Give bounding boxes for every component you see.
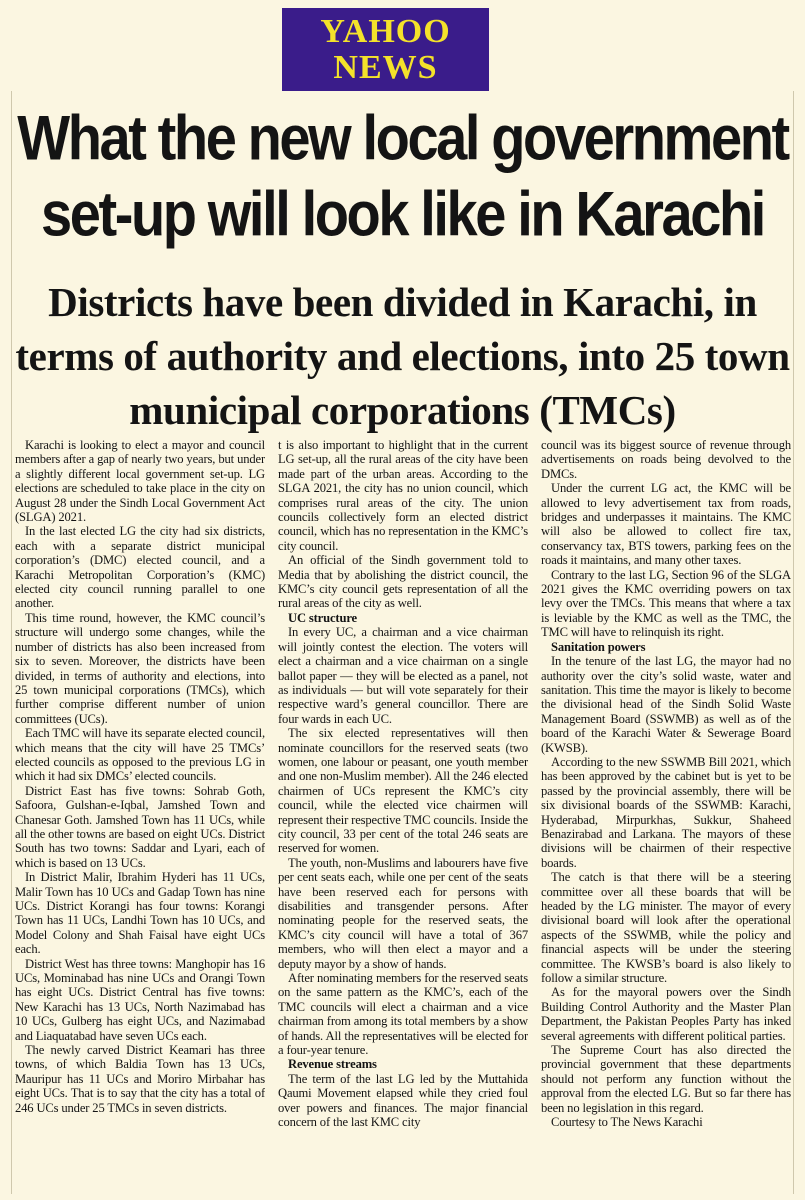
paragraph: Karachi is looking to elect a mayor and council members after a gap of nearly two years, but under a slightly different local government set-up. LG elections are scheduled to take place in the city on August 28 under the Sindh Local Government Act (SLGA) 2021.: [15, 438, 265, 525]
column-1: [15, 438, 265, 1190]
source-credit: Courtesy to The News Karachi: [551, 1115, 703, 1130]
column-3: [541, 438, 791, 1190]
paragraph: Contrary to the last LG, Section 96 of the SLGA 2021 gives the KMC overriding powers on tax levy over the TMCs. This means that where a tax is leviable by the KMC as well as the TMC, the TMC will have to relinquish its right.: [541, 567, 791, 640]
paragraph: The Supreme Court has also directed the provincial government that these departments should not perform any function without the approval from the elected LG. But so far there has been no legislation in this regard.: [541, 1043, 791, 1115]
paragraph: The newly carved District Keamari has three towns, of which Baldia Town has 13 UCs, Mauripur has 11 UCs and Moriro Mirbahar has eight UCs. That is to say that the city has a total of 246 UCs under 25 TMCs in seven districts.: [15, 1043, 265, 1115]
column-2: [278, 438, 528, 1190]
paragraph: In the last elected LG the city had six districts, each with a separate district municipal corporation’s (DMC) elected council, and a Karachi Metropolitan Corporation’s (KMC) elected city council running parallel to one another.: [15, 524, 265, 611]
paragraph: Under the current LG act, the KMC will be allowed to levy advertisement tax from roads, bridges and underpasses it maintains. The KMC will also be allowed to collect fire tax, conservancy tax, BTS towers, parking fees on the roads it maintains, and many other taxes.: [541, 481, 791, 568]
paragraph: District West has three towns: Manghopir has 16 UCs, Mominabad has nine UCs and Orangi Town has eight UCs. District Central has five towns: New Karachi has 13 UCs, North Nazimabad has 10 UCs, Gulberg has eight UCs, and Nazimabad and Liaquatabad have seven UCs each.: [15, 956, 265, 1043]
section-heading-sanitation-powers: Sanitation powers: [551, 639, 646, 654]
masthead-line2: NEWS: [333, 48, 438, 86]
paragraph: The youth, non-Muslims and labourers have five per cent seats each, while one per cent of the seats have been reserved each for persons with disabilities and transgender persons. After nominating people for the reserved seats, the KMC’s city council will have a total of 367 members, who will then elect a mayor and a deputy mayor by a show of hands.: [278, 855, 528, 971]
paragraph: The catch is that there will be a steering committee over all these boards that will be headed by the LG minister. The mayor of every divisional board will look after the operational aspects of the SSWMB, while the policy and financial aspects will be under the steering committee. The KWSB’s board is also likely to follow a similar structure.: [541, 870, 791, 986]
paragraph: As for the mayoral powers over the Sindh Building Control Authority and the Master Plan Department, the Pakistan Peoples Party has inked several agreements with different political parties.: [541, 985, 791, 1043]
paragraph: District East has five towns: Sohrab Goth, Safoora, Gulshan-e-Iqbal, Jamshed Town and Chanesar Goth. Jamshed Town has 11 UCs, while all the other towns are based on eight UCs. District South has two towns: Saddar and Lyari, each of which is based on 13 UCs.: [15, 783, 265, 870]
subheadline: Districts have been divided in Karachi, in terms of authority and elections, into 25 town municipal corporations (TMCs): [15, 279, 790, 433]
paragraph: An official of the Sindh government told to Media that by abolishing the district council, the KMC’s city council gets representation of all the rural areas of the city as well.: [278, 553, 528, 611]
paragraph: After nominating members for the reserved seats on the same pattern as the KMC’s, each of the TMC councils will elect a chairman and a vice chairman from among its total members by a show of hands. All the representatives will be elected for a four-year tenure.: [278, 971, 528, 1058]
masthead-logo: [282, 8, 489, 91]
section-heading-uc-structure: UC structure: [288, 610, 357, 625]
paragraph: t is also important to highlight that in the current LG set-up, all the rural areas of the city have been made part of the urban areas. According to the SLGA 2021, the city has no union council, which comprises rural areas of the city. The union councils collectively form an elected district council, which has no representation in the KMC’s city council.: [278, 438, 528, 553]
paragraph: Each TMC will have its separate elected council, which means that the city will have 25 TMCs’ elected councils as opposed to the previous LG in which it had six DMCs’ elected councils.: [15, 726, 265, 784]
masthead-line1: YAHOO: [320, 12, 451, 50]
article-body: [15, 438, 791, 1190]
paragraph: This time round, however, the KMC council’s structure will undergo some changes, while the number of districts has also been increased from six to seven. Moreover, the districts have been divided, in terms of authority and elections, into 25 town municipal corporations (TMCs), which further comprise different number of union committees (UCs).: [15, 610, 265, 726]
section-heading-revenue-streams: Revenue streams: [288, 1057, 377, 1072]
paragraph: In the tenure of the last LG, the mayor had no authority over the city’s solid waste, water and sanitation. This time the mayor is likely to become the divisional head of the Sindh Solid Waste Management Board (SSWMB) as well as of the board of the Karachi Water & Sewerage Board (KWSB).: [541, 654, 791, 755]
paragraph: In District Malir, Ibrahim Hyderi has 11 UCs, Malir Town has 10 UCs and Gadap Town has nine UCs. District Korangi has four towns: Korangi Town has 11 UCs, Landhi Town has 10 UCs, and Model Colony and Shah Faisal have eight UCs each.: [15, 870, 265, 957]
paragraph: The term of the last LG led by the Muttahida Qaumi Movement elapsed while they cried foul over powers and finances. The major financial concern of the last KMC city: [278, 1071, 528, 1130]
paragraph: council was its biggest source of revenue through advertisements on roads being devolved to the DMCs.: [541, 438, 791, 481]
paragraph: The six elected representatives will then nominate councillors for the reserved seats (two women, one labour or peasant, one youth member and one non-Muslim member). All the 246 elected chairmen of UCs represent the KMC’s city council, while the elected vice chairmen will represent their respective TMC councils. Inside the city council, 33 per cent of the total 246 seats are reserved for women.: [278, 726, 528, 856]
paragraph: According to the new SSWMB Bill 2021, which has been approved by the cabinet but is yet to be passed by the provincial assembly, there will be six divisional boards of the SSWMB: Karachi, Hyderabad, Mirpurkhas, Sukkur, Shaheed Benazirabad and Larkana. The mayors of these divisions will be chairmen of their respective boards.: [541, 754, 791, 870]
headline: What the new local government set-up will look like in Karachi: [17, 102, 788, 249]
paragraph: In every UC, a chairman and a vice chairman will jointly contest the election. The voters will elect a chairman and a vice chairman on a single ballot paper — they will be elected as a panel, not as individuals — but will vote separately for their respective ward’s general councillor. There are four wards in each UC.: [278, 625, 528, 726]
